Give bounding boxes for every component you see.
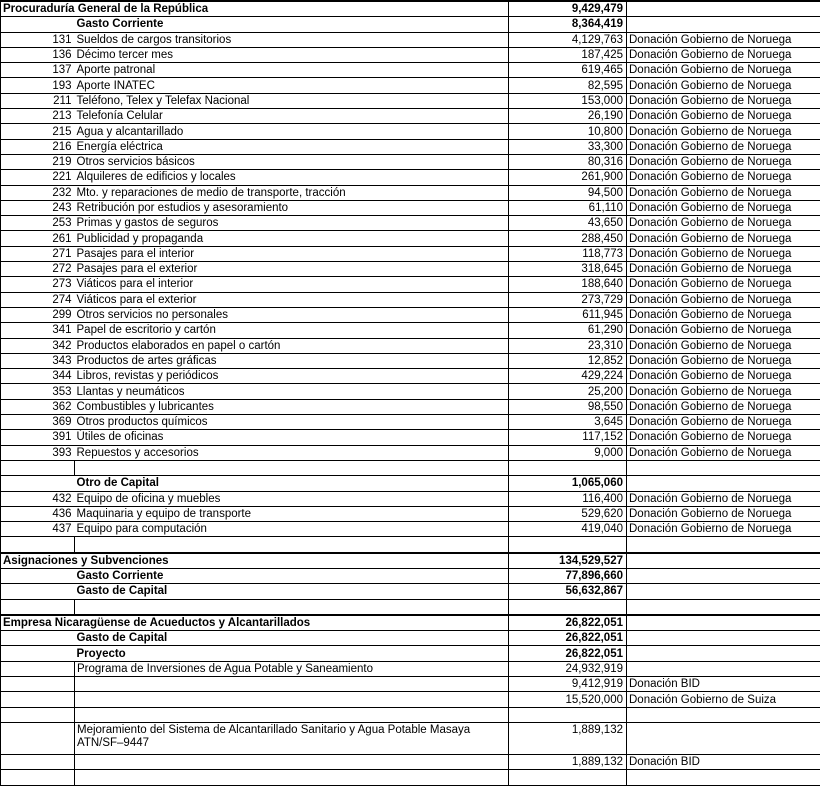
blank-cell: [1, 707, 75, 722]
blank-row: [1, 770, 820, 785]
item-description: Pasajes para el interior: [75, 246, 509, 261]
item-description: Pasajes para el exterior: [75, 262, 509, 277]
blank-cell: [627, 537, 820, 553]
line-item-row: [1, 32, 820, 47]
account-code: 272: [1, 262, 75, 277]
line-item-row: [1, 124, 820, 139]
item-amount: 419,040: [509, 522, 627, 537]
item-amount: 118,773: [509, 246, 627, 261]
account-code: 393: [1, 445, 75, 460]
account-code: [1, 754, 75, 769]
blank-cell: [1, 599, 75, 615]
item-amount: 33,300: [509, 139, 627, 154]
item-description: Otros servicios básicos: [75, 154, 509, 169]
detail-row: [1, 692, 820, 707]
funding-source: Donación Gobierno de Suiza: [627, 692, 820, 707]
line-item-row: [1, 430, 820, 445]
line-item-row: [1, 445, 820, 460]
account-code: 215: [1, 124, 75, 139]
line-item-row: [1, 323, 820, 338]
funding-source: Donación Gobierno de Noruega: [627, 430, 820, 445]
account-code: 273: [1, 277, 75, 292]
blank-row: [1, 707, 820, 722]
item-description: Papel de escritorio y cartón: [75, 323, 509, 338]
item-amount: 12,852: [509, 353, 627, 368]
account-code: 341: [1, 323, 75, 338]
item-amount: 26,190: [509, 109, 627, 124]
blank-cell: [75, 707, 509, 722]
blank-cell: [627, 770, 820, 785]
funding-source: Donación Gobierno de Noruega: [627, 154, 820, 169]
funding-source: Donación Gobierno de Noruega: [627, 63, 820, 78]
funding-source: Donación Gobierno de Noruega: [627, 246, 820, 261]
line-item-row: [1, 506, 820, 521]
item-description: Aporte patronal: [75, 63, 509, 78]
item-description: Otros servicios no personales: [75, 307, 509, 322]
funding-source: Donación Gobierno de Noruega: [627, 109, 820, 124]
funding-source: Donación Gobierno de Noruega: [627, 491, 820, 506]
item-description: Publicidad y propaganda: [75, 231, 509, 246]
line-item-row: [1, 353, 820, 368]
line-item-row: [1, 369, 820, 384]
subtotal-row: [1, 568, 820, 583]
item-description: Productos elaborados en papel o cartón: [75, 338, 509, 353]
item-description: Llantas y neumáticos: [75, 384, 509, 399]
item-amount: 98,550: [509, 399, 627, 414]
section-title: Empresa Nicaragüense de Acueductos y Alcantarillados: [1, 615, 509, 631]
subtotal-amount: 77,896,660: [509, 568, 627, 583]
subtotal-row: [1, 646, 820, 661]
subtotal-row: [1, 631, 820, 646]
budget-table-body: [1, 1, 820, 785]
item-amount: 24,932,919: [509, 661, 627, 676]
item-description: Libros, revistas y periódicos: [75, 369, 509, 384]
section-header-row: [1, 615, 820, 631]
item-description: Útiles de oficinas: [75, 430, 509, 445]
line-item-row: [1, 200, 820, 215]
account-code: 211: [1, 93, 75, 108]
item-description: Programa de Inversiones de Agua Potable y Saneamiento: [75, 661, 509, 676]
line-item-row: [1, 277, 820, 292]
project-amount: 1,889,132: [509, 722, 627, 754]
account-code: 213: [1, 109, 75, 124]
funding-source: Donación Gobierno de Noruega: [627, 307, 820, 322]
subtotal-amount: 26,822,051: [509, 631, 627, 646]
item-description: Productos de artes gráficas: [75, 353, 509, 368]
line-item-row: [1, 47, 820, 62]
funding-source: [627, 568, 820, 583]
account-code: 221: [1, 170, 75, 185]
item-amount: 273,729: [509, 292, 627, 307]
item-amount: 1,889,132: [509, 754, 627, 769]
detail-row: [1, 754, 820, 769]
funding-source: Donación BID: [627, 754, 820, 769]
funding-source: Donación Gobierno de Noruega: [627, 78, 820, 93]
blank-row: [1, 460, 820, 475]
item-description: Otros productos químicos: [75, 415, 509, 430]
item-amount: 94,500: [509, 185, 627, 200]
account-code: [1, 661, 75, 676]
item-amount: 43,650: [509, 216, 627, 231]
blank-cell: [509, 460, 627, 475]
funding-source: [627, 615, 820, 631]
funding-source: Donación Gobierno de Noruega: [627, 47, 820, 62]
account-code: [1, 568, 75, 583]
item-amount: 61,290: [509, 323, 627, 338]
account-code: 344: [1, 369, 75, 384]
item-description: Repuestos y accesorios: [75, 445, 509, 460]
funding-source: [627, 584, 820, 599]
item-amount: 611,945: [509, 307, 627, 322]
funding-source: Donación Gobierno de Noruega: [627, 353, 820, 368]
section-title: Asignaciones y Subvenciones: [1, 553, 509, 569]
funding-source: [627, 661, 820, 676]
account-code: 299: [1, 307, 75, 322]
project-description: Mejoramiento del Sistema de Alcantarillado Sanitario y Agua Potable Masaya ATN/SF–9447: [75, 722, 509, 754]
subtotal-amount: 56,632,867: [509, 584, 627, 599]
account-code: 271: [1, 246, 75, 261]
item-amount: 9,412,919: [509, 677, 627, 692]
account-code: 243: [1, 200, 75, 215]
account-code: 274: [1, 292, 75, 307]
blank-cell: [627, 460, 820, 475]
item-description: Viáticos para el interior: [75, 277, 509, 292]
account-code: [1, 677, 75, 692]
funding-source: Donación Gobierno de Noruega: [627, 185, 820, 200]
funding-source: Donación Gobierno de Noruega: [627, 32, 820, 47]
item-amount: 61,110: [509, 200, 627, 215]
funding-source: [627, 631, 820, 646]
funding-source: Donación Gobierno de Noruega: [627, 124, 820, 139]
blank-cell: [75, 770, 509, 785]
line-item-row: [1, 93, 820, 108]
account-code: [1, 646, 75, 661]
blank-cell: [75, 599, 509, 615]
account-code: 131: [1, 32, 75, 47]
funding-source: Donación Gobierno de Noruega: [627, 445, 820, 460]
item-amount: 116,400: [509, 491, 627, 506]
item-description: [75, 754, 509, 769]
account-code: 432: [1, 491, 75, 506]
item-description: Teléfono, Telex y Telefax Nacional: [75, 93, 509, 108]
blank-cell: [75, 537, 509, 553]
item-amount: 619,465: [509, 63, 627, 78]
item-amount: 25,200: [509, 384, 627, 399]
blank-cell: [509, 707, 627, 722]
blank-cell: [627, 599, 820, 615]
account-code: 253: [1, 216, 75, 231]
funding-source: Donación Gobierno de Noruega: [627, 338, 820, 353]
detail-row: [1, 661, 820, 676]
line-item-row: [1, 292, 820, 307]
account-code: 353: [1, 384, 75, 399]
item-description: Energía eléctrica: [75, 139, 509, 154]
account-code: [1, 584, 75, 599]
section-amount: 134,529,527: [509, 553, 627, 569]
subtotal-row: [1, 476, 820, 491]
section-amount: 9,429,479: [509, 1, 627, 17]
funding-source: Donación Gobierno de Noruega: [627, 277, 820, 292]
subtotal-amount: 8,364,419: [509, 17, 627, 32]
item-amount: 188,640: [509, 277, 627, 292]
item-description: Equipo para computación: [75, 522, 509, 537]
account-code: 193: [1, 78, 75, 93]
item-amount: 529,620: [509, 506, 627, 521]
blank-cell: [75, 460, 509, 475]
item-amount: 429,224: [509, 369, 627, 384]
section-header-row: [1, 1, 820, 17]
funding-source: Donación Gobierno de Noruega: [627, 399, 820, 414]
item-amount: 261,900: [509, 170, 627, 185]
account-code: 137: [1, 63, 75, 78]
funding-source: Donación Gobierno de Noruega: [627, 139, 820, 154]
funding-source: [627, 476, 820, 491]
line-item-row: [1, 246, 820, 261]
item-description: Agua y alcantarillado: [75, 124, 509, 139]
subtotal-row: [1, 17, 820, 32]
account-code: [1, 722, 75, 754]
section-amount: 26,822,051: [509, 615, 627, 631]
line-item-row: [1, 139, 820, 154]
funding-source: [627, 1, 820, 17]
account-code: 342: [1, 338, 75, 353]
line-item-row: [1, 109, 820, 124]
account-code: 232: [1, 185, 75, 200]
item-amount: 318,645: [509, 262, 627, 277]
account-code: 391: [1, 430, 75, 445]
item-amount: 9,000: [509, 445, 627, 460]
line-item-row: [1, 231, 820, 246]
funding-source: [627, 553, 820, 569]
line-item-row: [1, 338, 820, 353]
funding-source: [627, 17, 820, 32]
funding-source: [627, 722, 820, 754]
funding-source: Donación Gobierno de Noruega: [627, 384, 820, 399]
item-description: Retribución por estudios y asesoramiento: [75, 200, 509, 215]
item-description: Equipo de oficina y muebles: [75, 491, 509, 506]
item-amount: 288,450: [509, 231, 627, 246]
item-description: Sueldos de cargos transitorios: [75, 32, 509, 47]
blank-cell: [509, 599, 627, 615]
item-description: Mto. y reparaciones de medio de transporte, tracción: [75, 185, 509, 200]
item-amount: 187,425: [509, 47, 627, 62]
line-item-row: [1, 154, 820, 169]
item-amount: 82,595: [509, 78, 627, 93]
detail-row: [1, 677, 820, 692]
line-item-row: [1, 63, 820, 78]
blank-cell: [627, 707, 820, 722]
line-item-row: [1, 384, 820, 399]
blank-row: [1, 537, 820, 553]
line-item-row: [1, 522, 820, 537]
item-description: Viáticos para el exterior: [75, 292, 509, 307]
account-code: 216: [1, 139, 75, 154]
line-item-row: [1, 262, 820, 277]
blank-cell: [509, 770, 627, 785]
blank-cell: [509, 537, 627, 553]
line-item-row: [1, 307, 820, 322]
item-description: Alquileres de edificios y locales: [75, 170, 509, 185]
account-code: 219: [1, 154, 75, 169]
funding-source: Donación Gobierno de Noruega: [627, 231, 820, 246]
subtotal-row: [1, 584, 820, 599]
funding-source: Donación Gobierno de Noruega: [627, 506, 820, 521]
project-row: [1, 722, 820, 754]
funding-source: [627, 646, 820, 661]
account-code: [1, 692, 75, 707]
line-item-row: [1, 216, 820, 231]
account-code: 436: [1, 506, 75, 521]
item-amount: 117,152: [509, 430, 627, 445]
account-code: 261: [1, 231, 75, 246]
account-code: 343: [1, 353, 75, 368]
funding-source: Donación Gobierno de Noruega: [627, 323, 820, 338]
item-description: Telefonía Celular: [75, 109, 509, 124]
line-item-row: [1, 185, 820, 200]
item-description: Décimo tercer mes: [75, 47, 509, 62]
item-description: Combustibles y lubricantes: [75, 399, 509, 414]
item-amount: 23,310: [509, 338, 627, 353]
item-amount: 4,129,763: [509, 32, 627, 47]
subtotal-amount: 26,822,051: [509, 646, 627, 661]
account-code: 437: [1, 522, 75, 537]
blank-cell: [1, 770, 75, 785]
item-description: Aporte INATEC: [75, 78, 509, 93]
line-item-row: [1, 78, 820, 93]
funding-source: Donación Gobierno de Noruega: [627, 415, 820, 430]
account-code: 136: [1, 47, 75, 62]
line-item-row: [1, 399, 820, 414]
item-amount: 15,520,000: [509, 692, 627, 707]
funding-source: Donación BID: [627, 677, 820, 692]
subtotal-label: Gasto Corriente: [75, 17, 509, 32]
blank-row: [1, 599, 820, 615]
account-code: [1, 17, 75, 32]
section-title: Procuraduría General de la República: [1, 1, 509, 17]
account-code: 362: [1, 399, 75, 414]
funding-source: Donación Gobierno de Noruega: [627, 369, 820, 384]
subtotal-label: Gasto Corriente: [75, 568, 509, 583]
funding-source: Donación Gobierno de Noruega: [627, 216, 820, 231]
section-header-row: [1, 553, 820, 569]
subtotal-label: Proyecto: [75, 646, 509, 661]
account-code: [1, 631, 75, 646]
line-item-row: [1, 415, 820, 430]
subtotal-label: Otro de Capital: [75, 476, 509, 491]
item-amount: 3,645: [509, 415, 627, 430]
item-amount: 153,000: [509, 93, 627, 108]
line-item-row: [1, 491, 820, 506]
item-description: Maquinaria y equipo de transporte: [75, 506, 509, 521]
account-code: 369: [1, 415, 75, 430]
item-amount: 80,316: [509, 154, 627, 169]
account-code: [1, 476, 75, 491]
funding-source: Donación Gobierno de Noruega: [627, 93, 820, 108]
item-description: [75, 677, 509, 692]
funding-source: Donación Gobierno de Noruega: [627, 170, 820, 185]
blank-cell: [1, 460, 75, 475]
blank-cell: [1, 537, 75, 553]
funding-source: Donación Gobierno de Noruega: [627, 292, 820, 307]
subtotal-amount: 1,065,060: [509, 476, 627, 491]
funding-source: Donación Gobierno de Noruega: [627, 200, 820, 215]
line-item-row: [1, 170, 820, 185]
item-amount: 10,800: [509, 124, 627, 139]
item-description: Primas y gastos de seguros: [75, 216, 509, 231]
subtotal-label: Gasto de Capital: [75, 584, 509, 599]
funding-source: Donación Gobierno de Noruega: [627, 522, 820, 537]
item-description: [75, 692, 509, 707]
subtotal-label: Gasto de Capital: [75, 631, 509, 646]
funding-source: Donación Gobierno de Noruega: [627, 262, 820, 277]
